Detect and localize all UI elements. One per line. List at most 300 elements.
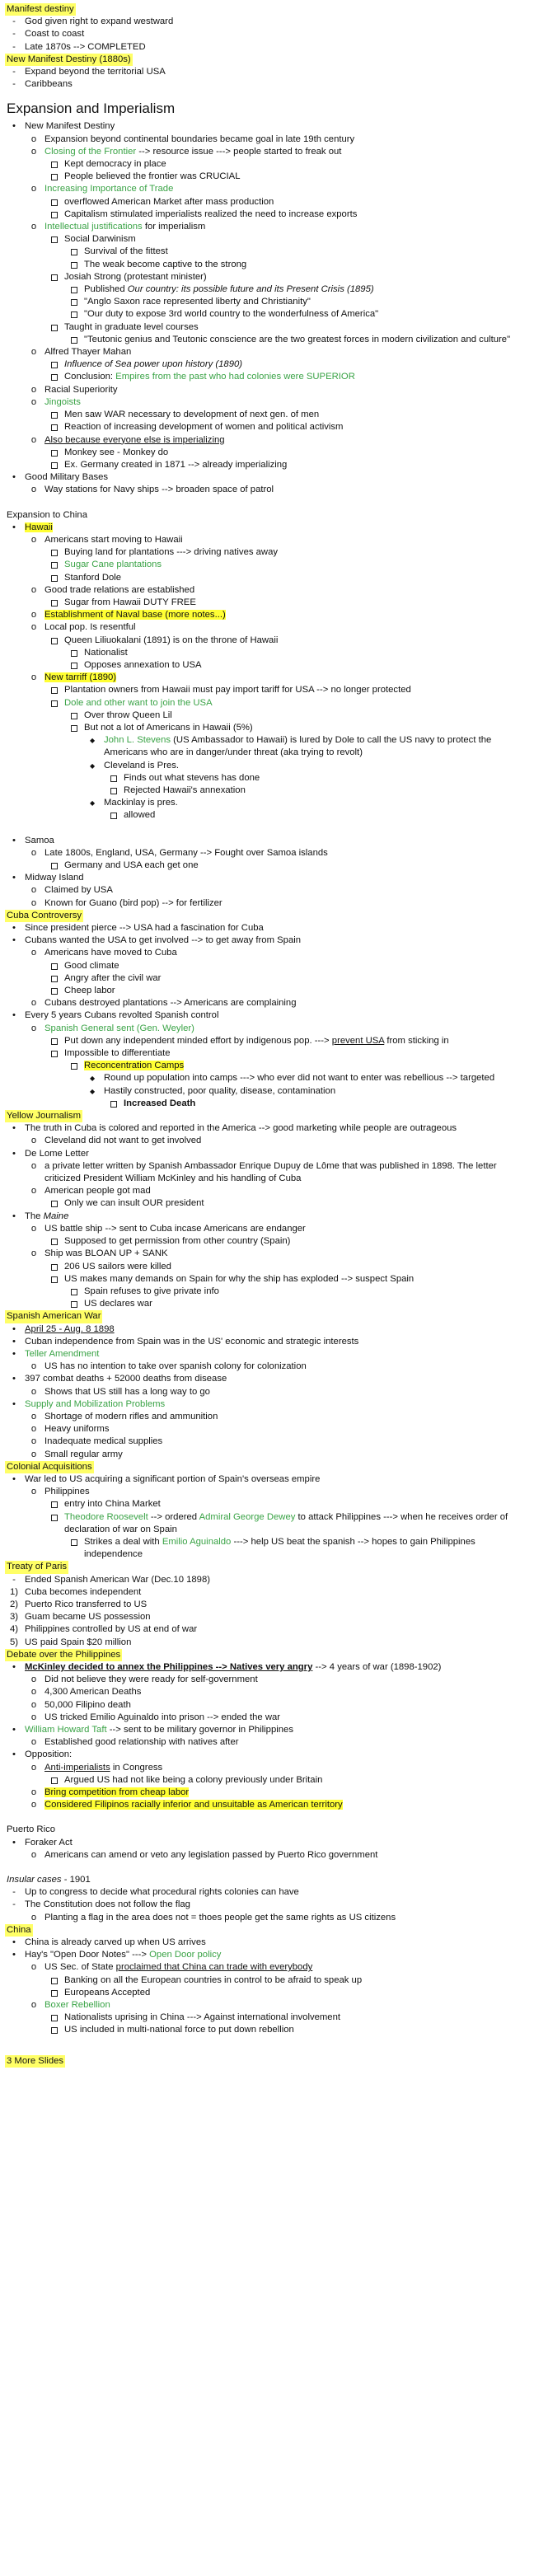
circle-bullet-icon: o <box>30 146 37 157</box>
section-heading <box>5 1824 57 1836</box>
item-text: Good climate <box>64 960 119 971</box>
item-text: overflowed American Market after mass production <box>64 196 274 207</box>
square-bullet-icon <box>51 1990 58 1997</box>
item-text: to attack Philippines ---> when he receives order of declaration of war on Spain <box>64 1511 508 1534</box>
item-text: prevent USA <box>331 1035 385 1046</box>
list-item <box>5 1999 529 2012</box>
item-text: 4,300 American Deaths <box>44 1687 142 1698</box>
square-bullet-icon <box>51 638 58 644</box>
circle-bullet-icon: o <box>30 1411 37 1421</box>
square-bullet-icon <box>71 299 77 306</box>
item-text: US tricked Emilio Aguinaldo into prison --> ended the war <box>44 1712 281 1722</box>
section <box>5 2055 529 2068</box>
list-item <box>5 559 529 571</box>
square-bullet-icon <box>51 687 58 694</box>
square-bullet-icon <box>71 1301 77 1308</box>
square-bullet-icon <box>51 1264 58 1271</box>
list-item <box>5 1235 529 1248</box>
item-text: Philippines <box>44 1487 90 1497</box>
circle-bullet-icon: o <box>30 847 37 858</box>
square-bullet-icon <box>51 412 58 419</box>
square-bullet-icon <box>51 863 58 869</box>
section-heading <box>5 3 76 16</box>
list-marker: - <box>12 1887 16 1898</box>
item-text: (US Ambassador to Hawaii) is lured by Dole to call the US navy to protect the Americans who are in danger/under threat (aka trying to revolt) <box>104 735 492 758</box>
list-marker: 3) <box>9 1612 19 1623</box>
section-heading <box>5 509 89 522</box>
item-text: Shows that US still has a long way to go <box>44 1386 210 1397</box>
item-text: Supply and Mobilization Problems <box>25 1398 166 1409</box>
list-item <box>5 66 529 78</box>
list-item <box>5 1122 529 1135</box>
square-bullet-icon <box>51 274 58 281</box>
section-heading-text: Manifest destiny <box>7 4 74 14</box>
list-marker: 2) <box>9 1599 19 1609</box>
square-bullet-icon <box>71 262 77 269</box>
square-bullet-icon <box>51 212 58 218</box>
circle-bullet-icon: o <box>30 1849 37 1860</box>
item-text: Cuba becomes independent <box>25 1586 142 1597</box>
square-bullet-icon <box>71 337 77 344</box>
list-item <box>5 1724 529 1736</box>
section-heading <box>5 1874 92 1886</box>
list-item <box>5 1712 529 1724</box>
item-text: 50,000 Filipino death <box>44 1699 131 1710</box>
list-item <box>5 672 529 684</box>
list-item <box>5 1586 529 1599</box>
item-text: McKinley decided to annex the Philippines --> Natives very angry <box>25 1662 313 1672</box>
section-heading-text: 3 More Slides <box>7 2055 64 2066</box>
dot-bullet-icon: • <box>12 1725 16 1735</box>
item-text: Hay's "Open Door Notes" ---> <box>25 1950 150 1960</box>
item-text: Claimed by USA <box>44 885 113 896</box>
square-bullet-icon <box>51 362 58 368</box>
list-item <box>5 647 529 659</box>
list-item <box>5 409 529 421</box>
list-item <box>5 1837 529 1849</box>
list-item <box>5 16 529 28</box>
circle-bullet-icon: o <box>30 2000 37 2011</box>
circle-bullet-icon: o <box>30 184 37 194</box>
list-item <box>5 1749 529 1761</box>
list-item <box>5 120 529 133</box>
list-item <box>5 447 529 459</box>
circle-bullet-icon: o <box>30 1962 37 1973</box>
item-text: Nationalist <box>84 647 128 658</box>
list-item <box>5 1386 529 1398</box>
item-text: Expansion beyond continental boundaries became goal in late 19th century <box>44 133 355 144</box>
section <box>5 3 529 54</box>
square-bullet-icon <box>51 174 58 180</box>
item-text: Only we can insult OUR president <box>64 1198 204 1209</box>
item-text: Put down any independent minded effort by indigenous pop. ---> <box>64 1035 332 1046</box>
square-bullet-icon <box>51 325 58 331</box>
square-bullet-icon <box>51 374 58 381</box>
circle-bullet-icon: o <box>30 672 37 683</box>
square-bullet-icon <box>51 1038 58 1045</box>
list-item <box>5 233 529 246</box>
square-bullet-icon <box>51 1239 58 1245</box>
square-bullet-icon <box>71 1539 77 1546</box>
item-text: US paid Spain $20 million <box>25 1637 132 1647</box>
item-text: Known for Guano (bird pop) --> for fertilizer <box>44 897 222 908</box>
item-text: Jingoists <box>44 396 81 407</box>
item-text: Caribbeans <box>25 79 73 90</box>
item-text: Way stations for Navy ships --> broaden space of patrol <box>44 485 274 495</box>
list-item <box>5 396 529 409</box>
item-text: Americans start moving to Hawaii <box>44 534 183 545</box>
list-item <box>5 1398 529 1411</box>
list-item <box>5 1623 529 1636</box>
square-bullet-icon <box>51 562 58 569</box>
item-text: Survival of the fittest <box>84 246 168 257</box>
square-bullet-icon <box>51 237 58 243</box>
dot-bullet-icon: • <box>12 1348 16 1359</box>
item-text: Sugar Cane plantations <box>64 560 162 570</box>
item-text: Stanford Dole <box>64 572 122 583</box>
circle-bullet-icon: o <box>30 1023 37 1033</box>
circle-bullet-icon: o <box>30 1687 37 1698</box>
item-text: Admiral George Dewey <box>199 1511 296 1522</box>
list-item <box>5 78 529 91</box>
section-heading <box>5 1649 122 1661</box>
item-text: Coast to coast <box>25 29 85 40</box>
list-item <box>5 484 529 496</box>
item-text: Inadequate medical supplies <box>44 1436 163 1447</box>
list-item <box>5 133 529 146</box>
circle-bullet-icon: o <box>30 1449 37 1459</box>
section-heading <box>7 99 529 119</box>
list-item <box>5 1361 529 1373</box>
item-text: Argued US had not like being a colony previously under Britain <box>64 1774 323 1785</box>
list-item <box>5 1449 529 1461</box>
list-item <box>5 271 529 283</box>
item-text: Hawaii <box>25 522 53 532</box>
section-heading <box>5 1561 68 1573</box>
circle-bullet-icon: o <box>30 610 37 621</box>
item-text: William Howard Taft <box>25 1725 107 1735</box>
item-text: De Lome Letter <box>25 1148 89 1159</box>
item-text: Americans have moved to Cuba <box>44 948 177 958</box>
dot-bullet-icon: • <box>12 121 16 132</box>
item-text: Heavy uniforms <box>44 1424 110 1435</box>
item-text: April 25 - Aug. 8 1898 <box>25 1323 115 1334</box>
list-item <box>5 1185 529 1197</box>
dot-bullet-icon: • <box>12 472 16 483</box>
circle-bullet-icon: o <box>30 1248 37 1259</box>
circle-bullet-icon: o <box>30 897 37 908</box>
list-item <box>5 534 529 546</box>
list-item <box>5 1599 529 1611</box>
item-text: Ship was BLOAN UP + SANK <box>44 1248 168 1259</box>
square-bullet-icon <box>51 1978 58 1984</box>
dot-bullet-icon: • <box>12 1662 16 1672</box>
list-item <box>5 997 529 1009</box>
list-item <box>5 1661 529 1674</box>
section-heading <box>5 1110 82 1122</box>
item-text: Good Military Bases <box>25 472 109 483</box>
list-item <box>5 934 529 947</box>
dot-bullet-icon: • <box>12 835 16 845</box>
dot-bullet-icon: • <box>12 873 16 883</box>
item-text: in Congress <box>110 1762 163 1773</box>
circle-bullet-icon: o <box>30 1787 37 1798</box>
diamond-bullet-icon: ◆ <box>90 799 96 808</box>
item-text: Open Door policy <box>149 1950 222 1960</box>
item-text: US makes many demands on Spain for why the ship has exploded --> suspect Spain <box>64 1273 415 1284</box>
list-item <box>5 2024 529 2036</box>
section-heading-text: Colonial Acquisitions <box>7 1461 92 1472</box>
list-item <box>5 1886 529 1899</box>
list-item <box>5 722 529 734</box>
dot-bullet-icon: • <box>12 1010 16 1021</box>
dot-bullet-icon: • <box>12 935 16 946</box>
list-item <box>5 1072 529 1084</box>
list-item <box>5 1197 529 1210</box>
list-item <box>5 334 529 346</box>
item-text: Theodore Roosevelt <box>64 1511 148 1522</box>
list-item <box>5 1787 529 1799</box>
square-bullet-icon <box>110 1101 117 1108</box>
item-text: Cleveland is Pres. <box>104 760 180 770</box>
circle-bullet-icon: o <box>30 1912 37 1923</box>
item-text: New Manifest Destiny <box>25 121 115 132</box>
list-item <box>5 597 529 609</box>
list-item <box>5 609 529 621</box>
square-bullet-icon <box>71 663 77 669</box>
dot-bullet-icon: • <box>12 1473 16 1484</box>
dot-bullet-icon: • <box>12 1336 16 1347</box>
circle-bullet-icon: o <box>30 1186 37 1197</box>
section-heading-text: Expansion to China <box>7 509 87 520</box>
item-text: Angry after the civil war <box>64 972 162 983</box>
list-item <box>5 522 529 534</box>
item-text: Queen Liliuokalani (1891) is on the throne of Hawaii <box>64 635 279 645</box>
dot-bullet-icon: • <box>12 522 16 532</box>
list-item <box>5 1987 529 1999</box>
square-bullet-icon <box>71 725 77 732</box>
list-item <box>5 421 529 433</box>
item-text: Increasing Importance of Trade <box>44 184 174 194</box>
circle-bullet-icon: o <box>30 434 37 445</box>
section <box>5 1924 529 2037</box>
item-text: Empires from the past who had colonies were SUPERIOR <box>115 372 355 382</box>
list-item <box>5 1699 529 1712</box>
section-heading-text: Expansion and Imperialism <box>7 101 176 117</box>
list-item <box>5 1799 529 1811</box>
section-heading <box>5 2055 65 2068</box>
item-text: God given right to expand westward <box>25 16 174 27</box>
square-bullet-icon <box>51 976 58 982</box>
square-bullet-icon <box>51 199 58 206</box>
square-bullet-icon <box>51 162 58 168</box>
circle-bullet-icon: o <box>30 1487 37 1497</box>
item-text: 397 combat deaths + 52000 deaths from disease <box>25 1374 227 1384</box>
item-text: US Sec. of State <box>44 1962 116 1973</box>
list-item <box>5 1674 529 1686</box>
square-bullet-icon <box>51 575 58 582</box>
list-item <box>5 985 529 997</box>
item-text: US battle ship --> sent to Cuba incase Americans are endanger <box>44 1223 306 1234</box>
square-bullet-icon <box>51 1051 58 1057</box>
item-text: Anti-imperialists <box>44 1762 110 1773</box>
list-item <box>5 872 529 884</box>
list-item <box>5 847 529 859</box>
section-heading-text: Puerto Rico <box>7 1824 56 1835</box>
item-text: Opposes annexation to USA <box>84 659 202 670</box>
section <box>5 54 529 91</box>
list-item <box>5 2012 529 2024</box>
item-text: Finds out what stevens has done <box>124 772 260 783</box>
item-text: --> ordered <box>148 1511 199 1522</box>
square-bullet-icon <box>71 287 77 293</box>
square-bullet-icon <box>51 1501 58 1508</box>
list-marker: 4) <box>9 1624 19 1635</box>
list-item <box>5 283 529 296</box>
item-text: Spanish General sent (Gen. Weyler) <box>44 1023 194 1033</box>
item-text: Late 1870s --> COMPLETED <box>25 41 146 52</box>
dot-bullet-icon: • <box>12 1148 16 1159</box>
list-item <box>5 246 529 258</box>
item-text: Established good relationship with natives after <box>44 1737 239 1748</box>
item-text: allowed <box>124 810 156 821</box>
section-heading-text: China <box>7 1924 31 1935</box>
circle-bullet-icon: o <box>30 384 37 395</box>
list-item <box>5 1323 529 1336</box>
item-text: Nationalists uprising in China ---> Against international involvement <box>64 2012 341 2023</box>
circle-bullet-icon: o <box>30 1699 37 1710</box>
list-item <box>5 960 529 972</box>
list-item <box>5 1286 529 1298</box>
dot-bullet-icon: • <box>12 1123 16 1134</box>
list-item <box>5 635 529 647</box>
item-text: Establishment of Naval base (more notes...) <box>44 610 226 621</box>
list-item <box>5 171 529 183</box>
item-text: Reconcentration Camps <box>84 1061 185 1071</box>
square-bullet-icon <box>71 1289 77 1295</box>
item-text: New tarriff (1890) <box>44 672 117 683</box>
circle-bullet-icon: o <box>30 1136 37 1146</box>
item-text: War led to US acquiring a significant portion of Spain's overseas empire <box>25 1473 321 1484</box>
square-bullet-icon <box>71 713 77 719</box>
item-text: The truth in Cuba is colored and reported in the America --> good marketing while people are outrageous <box>25 1123 457 1134</box>
list-item <box>5 183 529 195</box>
section-heading-text: Treaty of Paris <box>7 1562 68 1572</box>
item-text: Strikes a deal with <box>84 1536 162 1547</box>
list-item <box>5 434 529 447</box>
list-item <box>5 221 529 233</box>
item-text: People believed the frontier was CRUCIAL <box>64 171 241 182</box>
item-text: China is already carved up when US arrives <box>25 1937 206 1948</box>
item-text: "Our duty to expose 3rd world country to the wonderfulness of America" <box>84 309 379 320</box>
item-text: Ex. Germany created in 1871 --> already imperializing <box>64 459 288 470</box>
list-item <box>5 659 529 672</box>
dot-bullet-icon: • <box>12 1374 16 1384</box>
item-text: Impossible to differentiate <box>64 1048 171 1059</box>
dot-bullet-icon: • <box>12 1323 16 1334</box>
item-text: Hastily constructed, poor quality, disease, contamination <box>104 1085 336 1096</box>
list-item <box>5 321 529 334</box>
item-text: Americans can amend or veto any legislation passed by Puerto Rico government <box>44 1849 378 1860</box>
section-heading-suffix: - 1901 <box>61 1875 91 1885</box>
section-heading-text: Yellow Journalism <box>7 1111 81 1122</box>
item-text: John L. Stevens <box>104 735 171 746</box>
item-text: Expand beyond the territorial USA <box>25 67 166 77</box>
item-text: The weak become captive to the strong <box>84 259 247 269</box>
item-text: a private letter written by Spanish Ambassador Enrique Dupuy de Lôme that was published in 1898. The letter criticized President William McKinley and his handling of Cuba <box>44 1160 497 1184</box>
list-item <box>5 1774 529 1787</box>
list-item <box>5 1423 529 1436</box>
list-item <box>5 1348 529 1361</box>
circle-bullet-icon: o <box>30 1386 37 1397</box>
list-item <box>5 1686 529 1698</box>
item-text: Social Darwinism <box>64 234 136 245</box>
list-marker: 1) <box>9 1586 19 1597</box>
item-text: "Anglo Saxon race represented liberty and Christianity" <box>84 297 311 307</box>
item-text: Monkey see - Monkey do <box>64 447 169 457</box>
list-item <box>5 1211 529 1223</box>
item-text: Mackinlay is pres. <box>104 798 178 808</box>
list-item <box>5 1298 529 1310</box>
list-item <box>5 1912 529 1924</box>
list-item <box>5 922 529 934</box>
section <box>5 509 529 910</box>
circle-bullet-icon: o <box>30 1674 37 1685</box>
section-heading-text: Insular cases <box>7 1875 62 1885</box>
item-text: Emilio Aguinaldo <box>162 1536 232 1547</box>
item-text: --> 4 years of war (1898-1902) <box>312 1662 442 1672</box>
item-text: for imperialism <box>142 222 206 232</box>
list-item <box>5 734 529 759</box>
list-item <box>5 1849 529 1862</box>
item-text: Cubans destroyed plantations --> Americans are complaining <box>44 998 297 1009</box>
circle-bullet-icon: o <box>30 222 37 232</box>
item-text: US has no intention to take over spanish colony for colonization <box>44 1361 307 1372</box>
list-item <box>5 972 529 985</box>
item-text: Foraker Act <box>25 1837 73 1848</box>
section-heading-text: Spanish American War <box>7 1311 101 1322</box>
item-text: Europeans Accepted <box>64 1987 151 1998</box>
item-text: --> resource issue ---> people started to freak out <box>136 146 342 157</box>
list-item <box>5 1511 529 1536</box>
list-item <box>5 546 529 559</box>
list-item <box>5 1974 529 1987</box>
dot-bullet-icon: • <box>12 1749 16 1760</box>
list-item <box>5 471 529 484</box>
square-bullet-icon <box>51 550 58 556</box>
circle-bullet-icon: o <box>30 1223 37 1234</box>
item-text: Samoa <box>25 835 54 845</box>
list-item <box>5 785 529 797</box>
list-item <box>5 1035 529 1047</box>
item-text: Also because everyone else is imperializing <box>44 434 225 445</box>
item-text: Philippines controlled by US at end of war <box>25 1624 198 1635</box>
list-item <box>5 1536 529 1561</box>
item-text: Buying land for plantations ---> driving natives away <box>64 547 279 558</box>
item-text: Late 1800s, England, USA, Germany --> Fought over Samoa islands <box>44 847 328 858</box>
list-item <box>5 1223 529 1235</box>
section <box>5 1310 529 1460</box>
item-text: But not a lot of Americans in Hawaii (5%) <box>84 722 253 733</box>
section-heading <box>5 1924 33 1937</box>
item-text: 206 US sailors were killed <box>64 1261 171 1272</box>
dot-bullet-icon: • <box>12 1837 16 1848</box>
circle-bullet-icon: o <box>30 1160 37 1171</box>
item-text: Dole and other want to join the USA <box>64 697 213 708</box>
circle-bullet-icon: o <box>30 396 37 407</box>
list-item <box>5 572 529 584</box>
item-text: Planting a flag in the area does not = thoes people get the same rights as US citizens <box>44 1912 396 1923</box>
